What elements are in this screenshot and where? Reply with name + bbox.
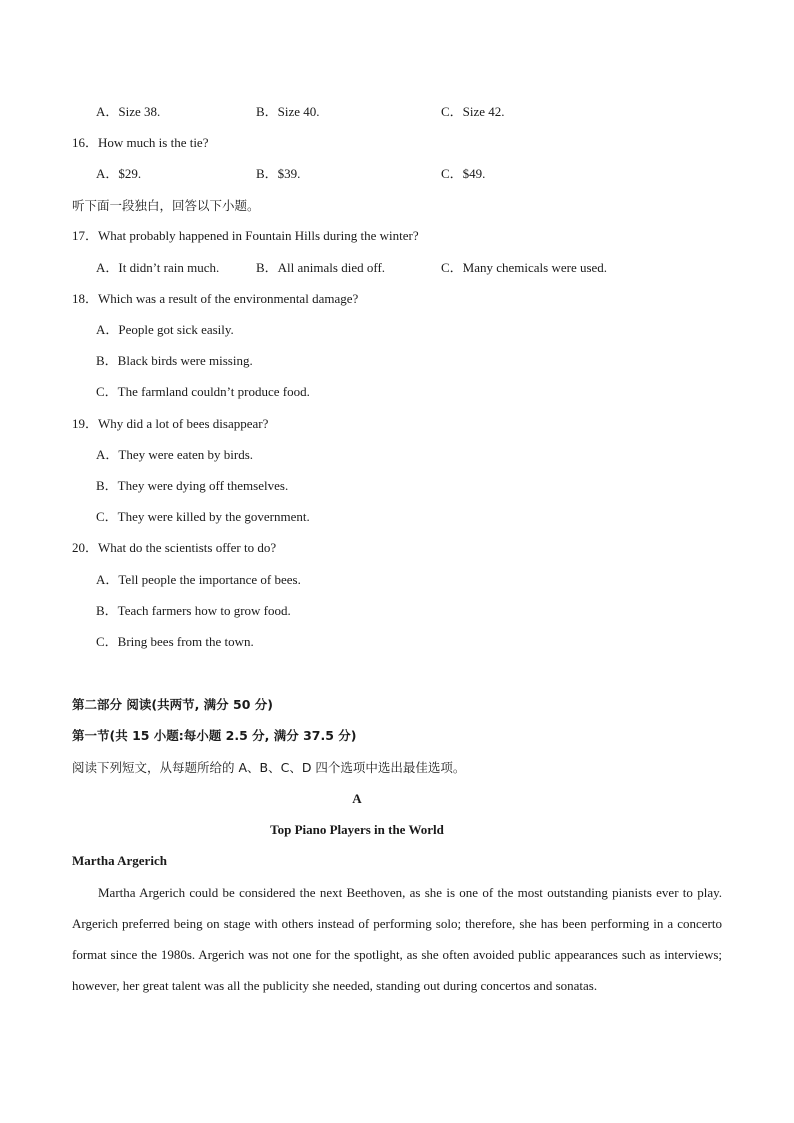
q20-option-c: C．Bring bees from the town. (96, 634, 254, 649)
passage-paragraph: Martha Argerich could be considered the next Beethoven, as she is one of the most outstanding pianists ever to play. Argerich preferred being on stage with others instead of performing solo; therefore, she has been performing in a concerto format since the 1980s. Argerich was not one for the spotlight, as she often avoided public appearances such as interviews; however, her great talent was all the publicity she needed, standing out during concertos and sonatas. (72, 885, 722, 993)
q15-option-b: B．Size 40. (256, 104, 320, 119)
passage-title: Top Piano Players in the World (270, 822, 444, 837)
q18-question: 18．Which was a result of the environmental damage? (72, 291, 359, 306)
q18-option-c: C．The farmland couldn’t produce food. (96, 384, 310, 399)
q16-option-a: A．$29. (96, 166, 142, 181)
reading-instruction: 阅读下列短文，从每题所给的 A、B、C、D 四个选项中选出最佳选项。 (72, 760, 466, 775)
q17-options (0, 260, 794, 276)
q17-question: 17．What probably happened in Fountain Hills during the winter? (72, 228, 419, 243)
q19-option-b: B．They were dying off themselves. (96, 478, 289, 493)
q18-option-a: A．People got sick easily. (96, 322, 234, 337)
q20-question: 20．What do the scientists offer to do? (72, 540, 277, 555)
passage-subheading: Martha Argerich (72, 853, 167, 868)
q17-option-a: A．It didn’t rain much. (96, 260, 220, 275)
q15-option-c: C．Size 42. (441, 104, 505, 119)
q16-question: 16．How much is the tie? (72, 135, 209, 150)
passage-letter: A (352, 791, 362, 806)
q16-option-b: B．$39. (256, 166, 301, 181)
q16-options (0, 166, 794, 182)
q17-option-c: C．Many chemicals were used. (441, 260, 608, 275)
q15-options (0, 104, 794, 120)
q15-option-a: A．Size 38. (96, 104, 161, 119)
q20-option-a: A．Tell people the importance of bees. (96, 572, 301, 587)
q20-option-b: B．Teach farmers how to grow food. (96, 603, 291, 618)
q16-option-c: C．$49. (441, 166, 486, 181)
part2-heading: 第二部分 阅读(共两节, 满分 50 分) (72, 697, 273, 712)
q18-option-b: B．Black birds were missing. (96, 353, 253, 368)
q19-question: 19．Why did a lot of bees disappear? (72, 416, 269, 431)
q19-option-a: A．They were eaten by birds. (96, 447, 254, 462)
monologue-instruction: 听下面一段独白，回答以下小题。 (72, 198, 260, 213)
section1-heading: 第一节(共 15 小题:每小题 2.5 分, 满分 37.5 分) (72, 728, 357, 743)
q17-option-b: B．All animals died off. (256, 260, 386, 275)
q19-option-c: C．They were killed by the government. (96, 509, 310, 524)
